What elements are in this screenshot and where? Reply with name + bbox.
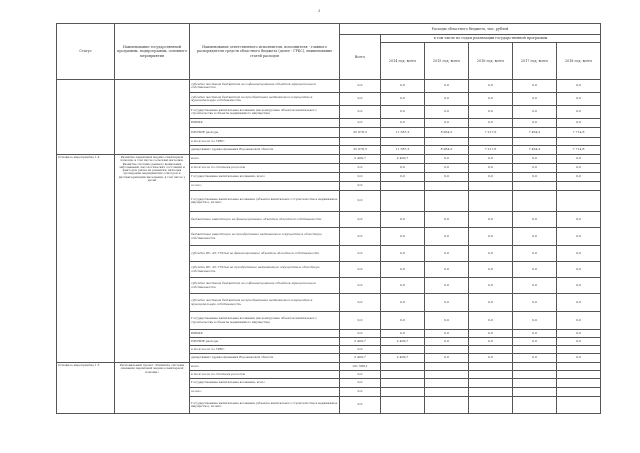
cell-total: 0,0 bbox=[340, 191, 381, 212]
cell-year-value bbox=[469, 397, 513, 414]
cell-year-value: 0,0 bbox=[557, 80, 601, 93]
cell-year-value: 0,0 bbox=[381, 80, 425, 93]
row-expense-label: из них: bbox=[190, 182, 340, 191]
cell-year-value bbox=[513, 379, 557, 388]
header-year: 2018 год, всего bbox=[557, 43, 601, 80]
cell-year-value: 0,0 bbox=[557, 278, 601, 294]
cell-year-value: 0,0 bbox=[513, 278, 557, 294]
table-row bbox=[57, 80, 601, 93]
row-expense-label: НИОКР bbox=[190, 330, 340, 338]
cell-year-value: 0,0 bbox=[469, 164, 513, 173]
cell-total: 35 978,3 bbox=[340, 128, 381, 138]
cell-year-value bbox=[425, 379, 469, 388]
cell-year-value: 7 714,8 bbox=[557, 146, 601, 155]
cell-year-value: 0,0 bbox=[513, 119, 557, 128]
cell-year-value: 0,0 bbox=[557, 246, 601, 262]
cell-year-value: 0,0 bbox=[557, 173, 601, 182]
cell-year-value: 0,0 bbox=[425, 278, 469, 294]
cell-total: 0,0 bbox=[340, 278, 381, 294]
cell-total: 0,0 bbox=[340, 228, 381, 246]
cell-year-value: 0,0 bbox=[469, 212, 513, 228]
cell-year-value: 0,0 bbox=[513, 106, 557, 119]
budget-table bbox=[56, 23, 601, 414]
cell-total: 0,0 bbox=[340, 371, 381, 379]
cell-year-value: 0,0 bbox=[469, 262, 513, 278]
cell-total: 0,0 bbox=[340, 346, 381, 354]
row-status bbox=[57, 80, 115, 155]
row-expense-label: субсидии БУ, АУ, ГУПам на приобретение недвижимого имущества в областную собственность bbox=[190, 262, 340, 278]
cell-year-value bbox=[557, 346, 601, 354]
cell-year-value bbox=[425, 397, 469, 414]
cell-year-value: 0,0 bbox=[557, 119, 601, 128]
cell-year-value: 0,0 bbox=[469, 330, 513, 338]
cell-year-value: 0,0 bbox=[381, 246, 425, 262]
cell-year-value: 0,0 bbox=[469, 119, 513, 128]
cell-year-value bbox=[381, 397, 425, 414]
cell-year-value bbox=[381, 379, 425, 388]
cell-year-value bbox=[513, 371, 557, 379]
cell-year-value: 0,0 bbox=[425, 106, 469, 119]
cell-year-value bbox=[557, 379, 601, 388]
cell-year-value: 0,0 bbox=[469, 246, 513, 262]
cell-year-value: 8 964,5 bbox=[425, 128, 469, 138]
header-program-name: Наименование государственной программы, подпрограммы, основного мероприятия bbox=[115, 24, 190, 80]
cell-total: 35 978,3 bbox=[340, 146, 381, 155]
cell-year-value bbox=[381, 346, 425, 354]
cell-year-value bbox=[425, 191, 469, 212]
cell-year-value bbox=[425, 371, 469, 379]
cell-total: 0,0 bbox=[340, 294, 381, 312]
row-expense-label: Государственные капитальные вложения (на конкурсные объектов капитального строительства в объекты недвижимого имущества) bbox=[190, 312, 340, 330]
cell-year-value: 0,0 bbox=[381, 294, 425, 312]
cell-year-value: 0,0 bbox=[381, 173, 425, 182]
row-status: Основное мероприятие 1.5 bbox=[57, 363, 115, 414]
cell-year-value bbox=[425, 363, 469, 371]
cell-total: 0,0 bbox=[340, 388, 381, 397]
cell-year-value: 0,0 bbox=[469, 80, 513, 93]
row-expense-label: в том числе по статьям расходов bbox=[190, 371, 340, 379]
row-expense-label: департамент здравоохранения Воронежской области bbox=[190, 146, 340, 155]
cell-year-value: 0,0 bbox=[557, 164, 601, 173]
cell-year-value: 0,0 bbox=[469, 93, 513, 106]
cell-total: 0,0 bbox=[340, 164, 381, 173]
cell-year-value: 0,0 bbox=[557, 106, 601, 119]
row-expense-label: субсидии местным бюджетам на софинансирование объектов муниципальной собственности bbox=[190, 80, 340, 93]
cell-year-value: 0,0 bbox=[425, 93, 469, 106]
cell-year-value bbox=[469, 371, 513, 379]
cell-year-value bbox=[513, 363, 557, 371]
cell-year-value bbox=[557, 182, 601, 191]
row-expense-label: Государственные капитальные вложения (объекты капитального строительства в недвижимое имущество), из них: bbox=[190, 397, 340, 414]
cell-year-value: 0,0 bbox=[425, 338, 469, 346]
row-expense-label: в том числе по статьям расходов bbox=[190, 164, 340, 173]
header-status: Статус bbox=[57, 24, 115, 80]
cell-year-value bbox=[557, 363, 601, 371]
cell-total bbox=[340, 138, 381, 146]
cell-year-value: 11 587,3 bbox=[381, 128, 425, 138]
cell-year-value bbox=[557, 138, 601, 146]
cell-year-value: 0,0 bbox=[513, 228, 557, 246]
row-status: Основное мероприятие 1.4 bbox=[57, 155, 115, 363]
cell-total: 0,0 bbox=[340, 93, 381, 106]
cell-year-value: 0,0 bbox=[425, 294, 469, 312]
cell-year-value: 0,0 bbox=[513, 294, 557, 312]
cell-year-value: 0,0 bbox=[425, 312, 469, 330]
cell-year-value bbox=[557, 397, 601, 414]
cell-year-value: 11 587,3 bbox=[381, 146, 425, 155]
cell-year-value: 7 217,6 bbox=[469, 128, 513, 138]
cell-year-value bbox=[425, 182, 469, 191]
row-expense-label: НИОКР bbox=[190, 119, 340, 128]
cell-year-value: 2 409,7 bbox=[381, 155, 425, 164]
row-expense-label: Государственные капитальные вложения (на конкурсные объектов капитального строительства в объекты недвижимого имущества) bbox=[190, 106, 340, 119]
cell-year-value bbox=[469, 138, 513, 146]
cell-year-value: 0,0 bbox=[381, 93, 425, 106]
cell-year-value: 2 409,7 bbox=[381, 354, 425, 363]
cell-year-value: 0,0 bbox=[469, 312, 513, 330]
table-row bbox=[57, 363, 601, 371]
cell-total: 2 409,7 bbox=[340, 155, 381, 164]
row-expense-label: ПРОЧИЕ расходы bbox=[190, 128, 340, 138]
cell-year-value: 0,0 bbox=[425, 354, 469, 363]
cell-total: 0,0 bbox=[340, 379, 381, 388]
cell-year-value: 0,0 bbox=[425, 246, 469, 262]
cell-year-value: 0,0 bbox=[513, 354, 557, 363]
cell-total: 0,0 bbox=[340, 119, 381, 128]
cell-year-value: 0,0 bbox=[557, 155, 601, 164]
page-number: 3 bbox=[318, 9, 321, 13]
cell-year-value: 8 964,5 bbox=[425, 146, 469, 155]
cell-year-value: 0,0 bbox=[557, 312, 601, 330]
row-expense-label: Государственные капитальные вложения, всего bbox=[190, 379, 340, 388]
cell-year-value: 0,0 bbox=[513, 330, 557, 338]
cell-year-value: 0,0 bbox=[425, 80, 469, 93]
cell-year-value: 0,0 bbox=[381, 228, 425, 246]
cell-year-value bbox=[381, 138, 425, 146]
cell-year-value: 0,0 bbox=[469, 106, 513, 119]
cell-year-value: 0,0 bbox=[381, 212, 425, 228]
cell-year-value bbox=[557, 371, 601, 379]
cell-year-value: 0,0 bbox=[425, 212, 469, 228]
cell-year-value: 0,0 bbox=[557, 354, 601, 363]
cell-year-value bbox=[513, 182, 557, 191]
row-expense-label: в том числе по ГРБС: bbox=[190, 138, 340, 146]
row-program-name: Региональный проект «Развитие системы оказания первичной медико-санитарной помощи» bbox=[115, 363, 190, 414]
cell-year-value: 0,0 bbox=[381, 330, 425, 338]
cell-year-value bbox=[381, 388, 425, 397]
cell-year-value: 0,0 bbox=[557, 212, 601, 228]
cell-total: 0,0 bbox=[340, 80, 381, 93]
cell-total: 0,0 bbox=[340, 182, 381, 191]
cell-total: 101 586,1 bbox=[340, 363, 381, 371]
row-expense-label: всего bbox=[190, 155, 340, 164]
row-expense-label: субсидии БУ, АУ, ГУПам на финансирование объектов областной собственности bbox=[190, 246, 340, 262]
cell-year-value: 0,0 bbox=[381, 164, 425, 173]
cell-total: 2 409,7 bbox=[340, 338, 381, 346]
cell-year-value bbox=[557, 388, 601, 397]
cell-year-value: 0,0 bbox=[425, 173, 469, 182]
cell-year-value bbox=[469, 363, 513, 371]
row-expense-label: субсидии местным бюджетам на софинансирование объектов муниципальной собственности bbox=[190, 278, 340, 294]
cell-year-value: 0,0 bbox=[469, 173, 513, 182]
cell-total: 0,0 bbox=[340, 246, 381, 262]
cell-year-value bbox=[425, 388, 469, 397]
cell-year-value: 0,0 bbox=[513, 212, 557, 228]
cell-year-value bbox=[513, 346, 557, 354]
row-expense-label: из них: bbox=[190, 388, 340, 397]
cell-total: 0,0 bbox=[340, 330, 381, 338]
cell-year-value: 0,0 bbox=[469, 228, 513, 246]
row-expense-label: Государственные капитальные вложения (объекты капитального строительства в недвижимое имущество), из них: bbox=[190, 191, 340, 212]
cell-year-value: 0,0 bbox=[513, 155, 557, 164]
cell-year-value: 0,0 bbox=[381, 278, 425, 294]
cell-year-value bbox=[381, 363, 425, 371]
cell-year-value: 0,0 bbox=[381, 106, 425, 119]
row-program-name bbox=[115, 80, 190, 155]
cell-year-value: 0,0 bbox=[381, 312, 425, 330]
row-expense-label: субсидии местным бюджетам на приобретение недвижимого имущества в муниципальную собственность bbox=[190, 93, 340, 106]
header-year: 2017 год, всего bbox=[513, 43, 557, 80]
row-expense-label: департамент здравоохранения Воронежской области bbox=[190, 354, 340, 363]
cell-total: 0,0 bbox=[340, 173, 381, 182]
cell-year-value: 0,0 bbox=[469, 155, 513, 164]
cell-year-value bbox=[469, 388, 513, 397]
row-expense-label: всего bbox=[190, 363, 340, 371]
cell-year-value: 0,0 bbox=[469, 338, 513, 346]
cell-year-value: 0,0 bbox=[513, 93, 557, 106]
header-year: 2015 год, всего bbox=[425, 43, 469, 80]
cell-year-value: 0,0 bbox=[425, 262, 469, 278]
row-expense-label: Государственные капитальные вложения, всего bbox=[190, 173, 340, 182]
cell-year-value: 0,0 bbox=[469, 278, 513, 294]
cell-year-value bbox=[425, 346, 469, 354]
cell-total: 0,0 bbox=[340, 262, 381, 278]
cell-year-value: 7 217,6 bbox=[469, 146, 513, 155]
cell-year-value bbox=[425, 138, 469, 146]
table-row bbox=[57, 155, 601, 164]
cell-year-value: 0,0 bbox=[469, 294, 513, 312]
cell-total: 0,0 bbox=[340, 397, 381, 414]
header-year: 2016 год, всего bbox=[469, 43, 513, 80]
row-expense-label: в том числе по ГРБС: bbox=[190, 346, 340, 354]
cell-year-value bbox=[513, 388, 557, 397]
cell-year-value bbox=[513, 138, 557, 146]
header-year: 2014 год, всего bbox=[381, 43, 425, 80]
cell-year-value bbox=[513, 191, 557, 212]
cell-total: 0,0 bbox=[340, 106, 381, 119]
cell-year-value: 0,0 bbox=[425, 330, 469, 338]
cell-year-value bbox=[513, 397, 557, 414]
cell-year-value bbox=[469, 346, 513, 354]
cell-year-value bbox=[469, 191, 513, 212]
cell-year-value: 0,0 bbox=[469, 354, 513, 363]
cell-year-value: 0,0 bbox=[513, 164, 557, 173]
header-total: Всего bbox=[340, 35, 381, 80]
cell-year-value: 7 464,2 bbox=[513, 128, 557, 138]
cell-year-value bbox=[381, 371, 425, 379]
cell-year-value bbox=[557, 191, 601, 212]
cell-year-value: 0,0 bbox=[557, 294, 601, 312]
cell-year-value: 0,0 bbox=[381, 262, 425, 278]
header-budget-group: Расходы областного бюджета, тыс. рублей bbox=[340, 24, 601, 35]
row-expense-label: бюджетные инвестиции на приобретение недвижимого имущества в областную собственность bbox=[190, 228, 340, 246]
header-years-subgroup: в том числе по годам реализации государственной программы bbox=[381, 35, 601, 43]
cell-year-value: 0,0 bbox=[513, 246, 557, 262]
cell-year-value: 7 714,8 bbox=[557, 128, 601, 138]
cell-year-value: 0,0 bbox=[425, 119, 469, 128]
cell-year-value: 0,0 bbox=[513, 312, 557, 330]
cell-year-value: 0,0 bbox=[425, 164, 469, 173]
cell-total: 0,0 bbox=[340, 312, 381, 330]
cell-year-value: 0,0 bbox=[513, 338, 557, 346]
cell-year-value: 2 409,7 bbox=[381, 338, 425, 346]
cell-year-value: 0,0 bbox=[425, 228, 469, 246]
cell-year-value: 0,0 bbox=[513, 173, 557, 182]
cell-year-value: 0,0 bbox=[557, 338, 601, 346]
row-program-name: Развитие первичной медико-санитарной помощи, в том числе сельским жителям. Развитие системы раннего выявления заболеваний, патологических состояний и факторов риска их развития, включая проведение медицинских осмотров и диспансеризации населения, в том числе у детей bbox=[115, 155, 190, 363]
cell-year-value bbox=[469, 379, 513, 388]
cell-year-value bbox=[469, 182, 513, 191]
row-expense-label: ПРОЧИЕ расходы bbox=[190, 338, 340, 346]
cell-year-value: 0,0 bbox=[557, 262, 601, 278]
cell-year-value: 0,0 bbox=[381, 119, 425, 128]
cell-year-value bbox=[381, 182, 425, 191]
cell-year-value: 0,0 bbox=[557, 93, 601, 106]
cell-total: 2 409,7 bbox=[340, 354, 381, 363]
cell-year-value bbox=[381, 191, 425, 212]
cell-year-value: 0,0 bbox=[557, 228, 601, 246]
cell-year-value: 0,0 bbox=[425, 155, 469, 164]
cell-total: 0,0 bbox=[340, 212, 381, 228]
cell-year-value: 0,0 bbox=[513, 262, 557, 278]
cell-year-value: 7 464,2 bbox=[513, 146, 557, 155]
cell-year-value: 0,0 bbox=[557, 330, 601, 338]
header-executor: Наименование ответственного исполнителя, исполнителя - главного распорядителя средств областного бюджета (далее - ГРБС), наименование статей расходов bbox=[190, 24, 340, 80]
row-expense-label: бюджетные инвестиции на финансирование объектов областной собственности bbox=[190, 212, 340, 228]
row-expense-label: субсидии местным бюджетам на приобретение недвижимого имущества в муниципальную собственность bbox=[190, 294, 340, 312]
cell-year-value: 0,0 bbox=[513, 80, 557, 93]
